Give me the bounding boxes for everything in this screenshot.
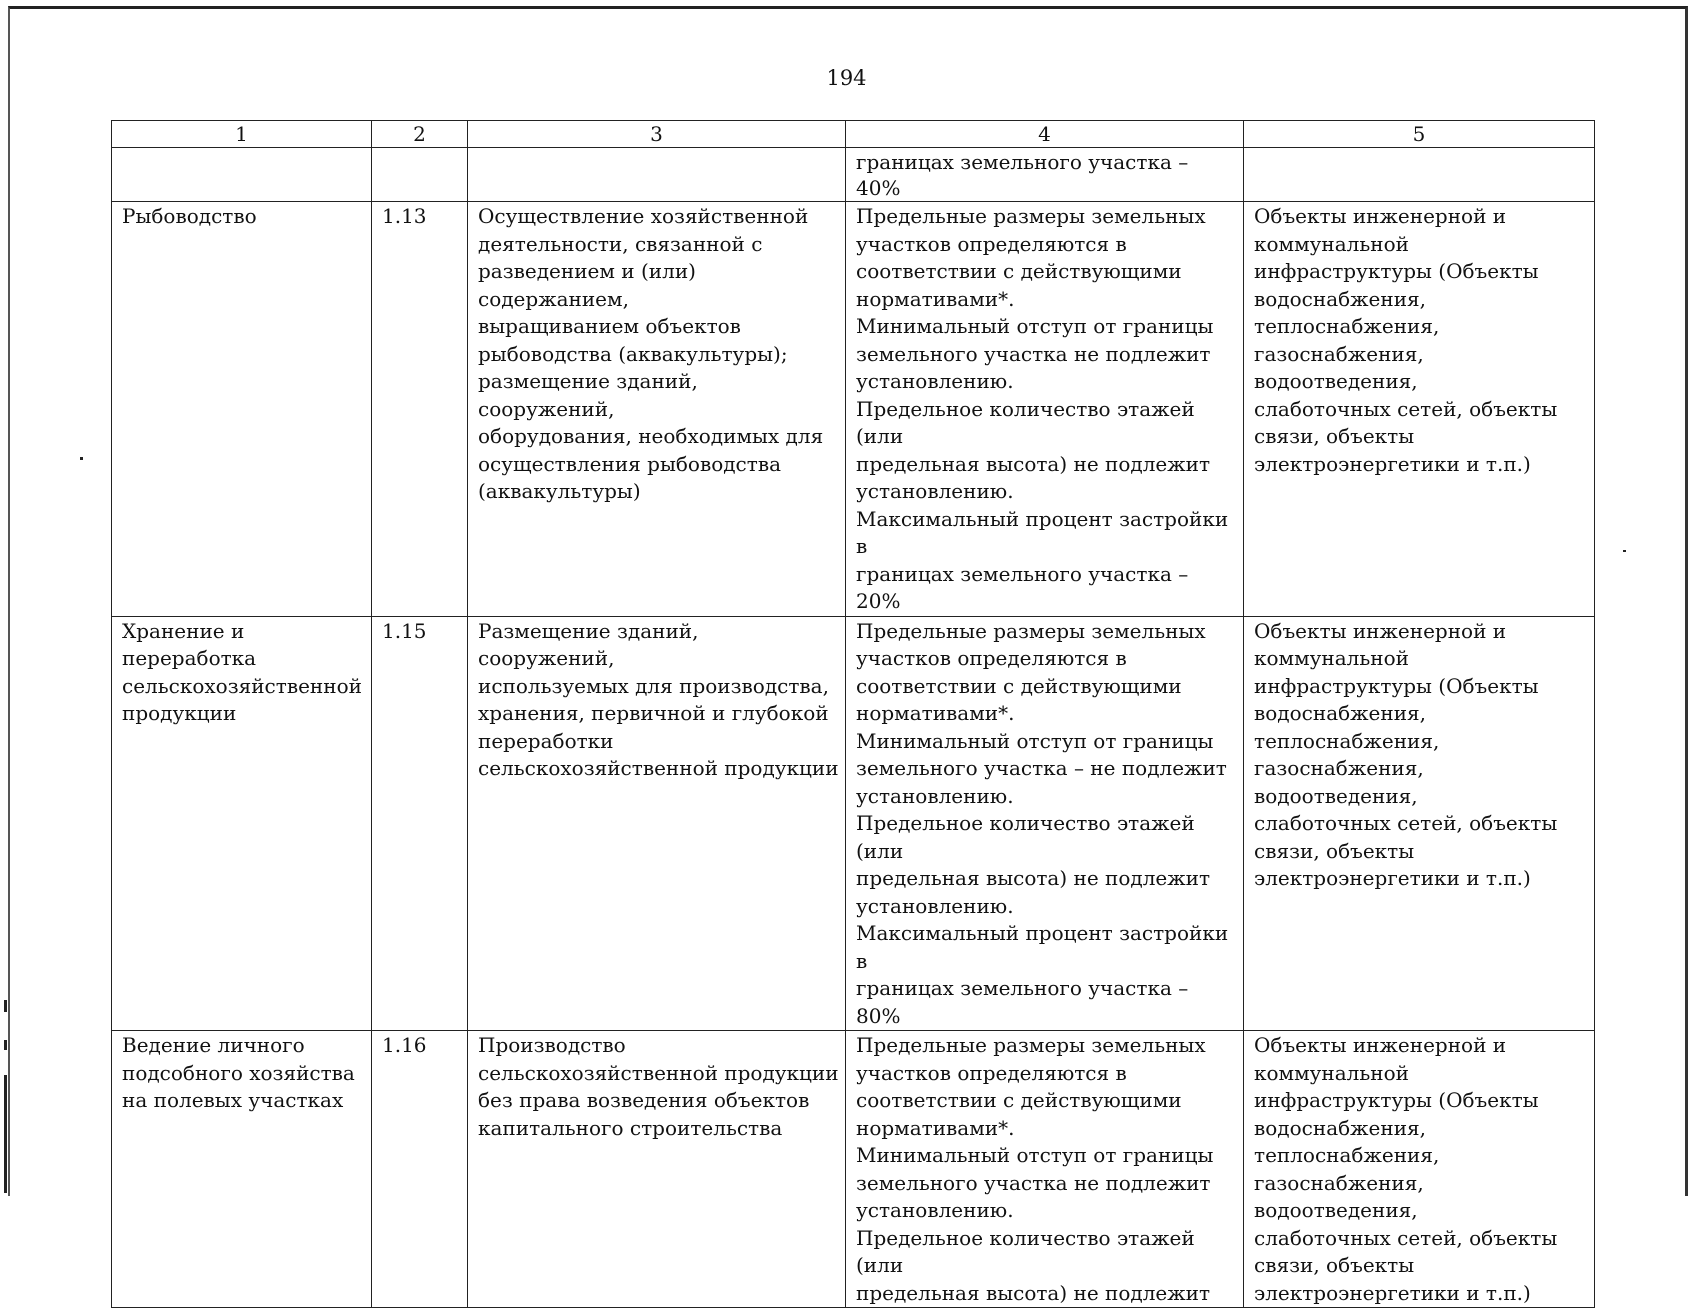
use-parameters: Предельные размеры земельных участков определяются в соответствии с действующими нормативами*. Минимальный отступ от границы земельного участка не подлежит установлению. Предельное количество этажей (или предельная высота) не подлежит установлению. Максимальный процент застройки в границах земельного участка – 20%: [846, 202, 1244, 617]
continuation-row: [112, 148, 1595, 202]
use-parameters: Предельные размеры земельных участков определяются в соответствии с действующими нормативами*. Минимальный отступ от границы земельного участка не подлежит установлению. Предельное количество этажей (или предельная высота) не подлежит: [846, 1031, 1244, 1308]
use-name: Ведение личного подсобного хозяйства на полевых участках: [112, 1031, 372, 1308]
column-header: 4: [846, 121, 1244, 148]
use-description: Размещение зданий, сооружений, используемых для производства, хранения, первичной и глубокой переработки сельскохозяйственной продукции: [468, 616, 846, 1031]
scan-speck: [4, 1000, 7, 1012]
table-cell: [468, 148, 846, 202]
land-use-table: [111, 120, 1595, 1308]
scan-speck: [80, 457, 83, 460]
table-row: [112, 1031, 1595, 1308]
use-objects: Объекты инженерной и коммунальной инфраструктуры (Объекты водоснабжения, теплоснабжения, газоснабжения, водоотведения, слаботочных сетей, объекты связи, объекты электроэнергетики и т.п.): [1244, 1031, 1595, 1308]
use-code: 1.13: [372, 202, 468, 617]
page-number: 194: [826, 66, 867, 90]
use-name: Хранение и переработка сельскохозяйственной продукции: [112, 616, 372, 1031]
use-parameters: Предельные размеры земельных участков определяются в соответствии с действующими нормативами*. Минимальный отступ от границы земельного участка – не подлежит установлению. Предельное количество этажей (или предельная высота) не подлежит установлению. Максимальный процент застройки в границах земельного участка – 80%: [846, 616, 1244, 1031]
column-header: 5: [1244, 121, 1595, 148]
table-cell: [112, 148, 372, 202]
table-row: [112, 616, 1595, 1031]
table-cell: [372, 148, 468, 202]
use-description: Осуществление хозяйственной деятельности, связанной с разведением и (или) содержанием, выращиванием объектов рыбоводства (аквакультуры); размещение зданий, сооружений, оборудования, необходимых для осуществления рыбоводства (аквакультуры): [468, 202, 846, 617]
scan-speck: [4, 1040, 7, 1050]
use-objects: Объекты инженерной и коммунальной инфраструктуры (Объекты водоснабжения, теплоснабжения, газоснабжения, водоотведения, слаботочных сетей, объекты связи, объекты электроэнергетики и т.п.): [1244, 616, 1595, 1031]
use-code: 1.16: [372, 1031, 468, 1308]
use-name: Рыбоводство: [112, 202, 372, 617]
table-header-row: [112, 121, 1595, 148]
use-description: Производство сельскохозяйственной продукции без права возведения объектов капитального строительства: [468, 1031, 846, 1308]
column-header: 3: [468, 121, 846, 148]
table-row: [112, 202, 1595, 617]
use-code: 1.15: [372, 616, 468, 1031]
scan-speck: [1623, 550, 1626, 552]
table-cell-parameters: границах земельного участка – 40%: [846, 148, 1244, 202]
use-objects: Объекты инженерной и коммунальной инфраструктуры (Объекты водоснабжения, теплоснабжения, газоснабжения, водоотведения, слаботочных сетей, объекты связи, объекты электроэнергетики и т.п.): [1244, 202, 1595, 617]
scan-edge-mark: [4, 1075, 7, 1193]
column-header: 2: [372, 121, 468, 148]
table-cell: [1244, 148, 1595, 202]
column-header: 1: [112, 121, 372, 148]
